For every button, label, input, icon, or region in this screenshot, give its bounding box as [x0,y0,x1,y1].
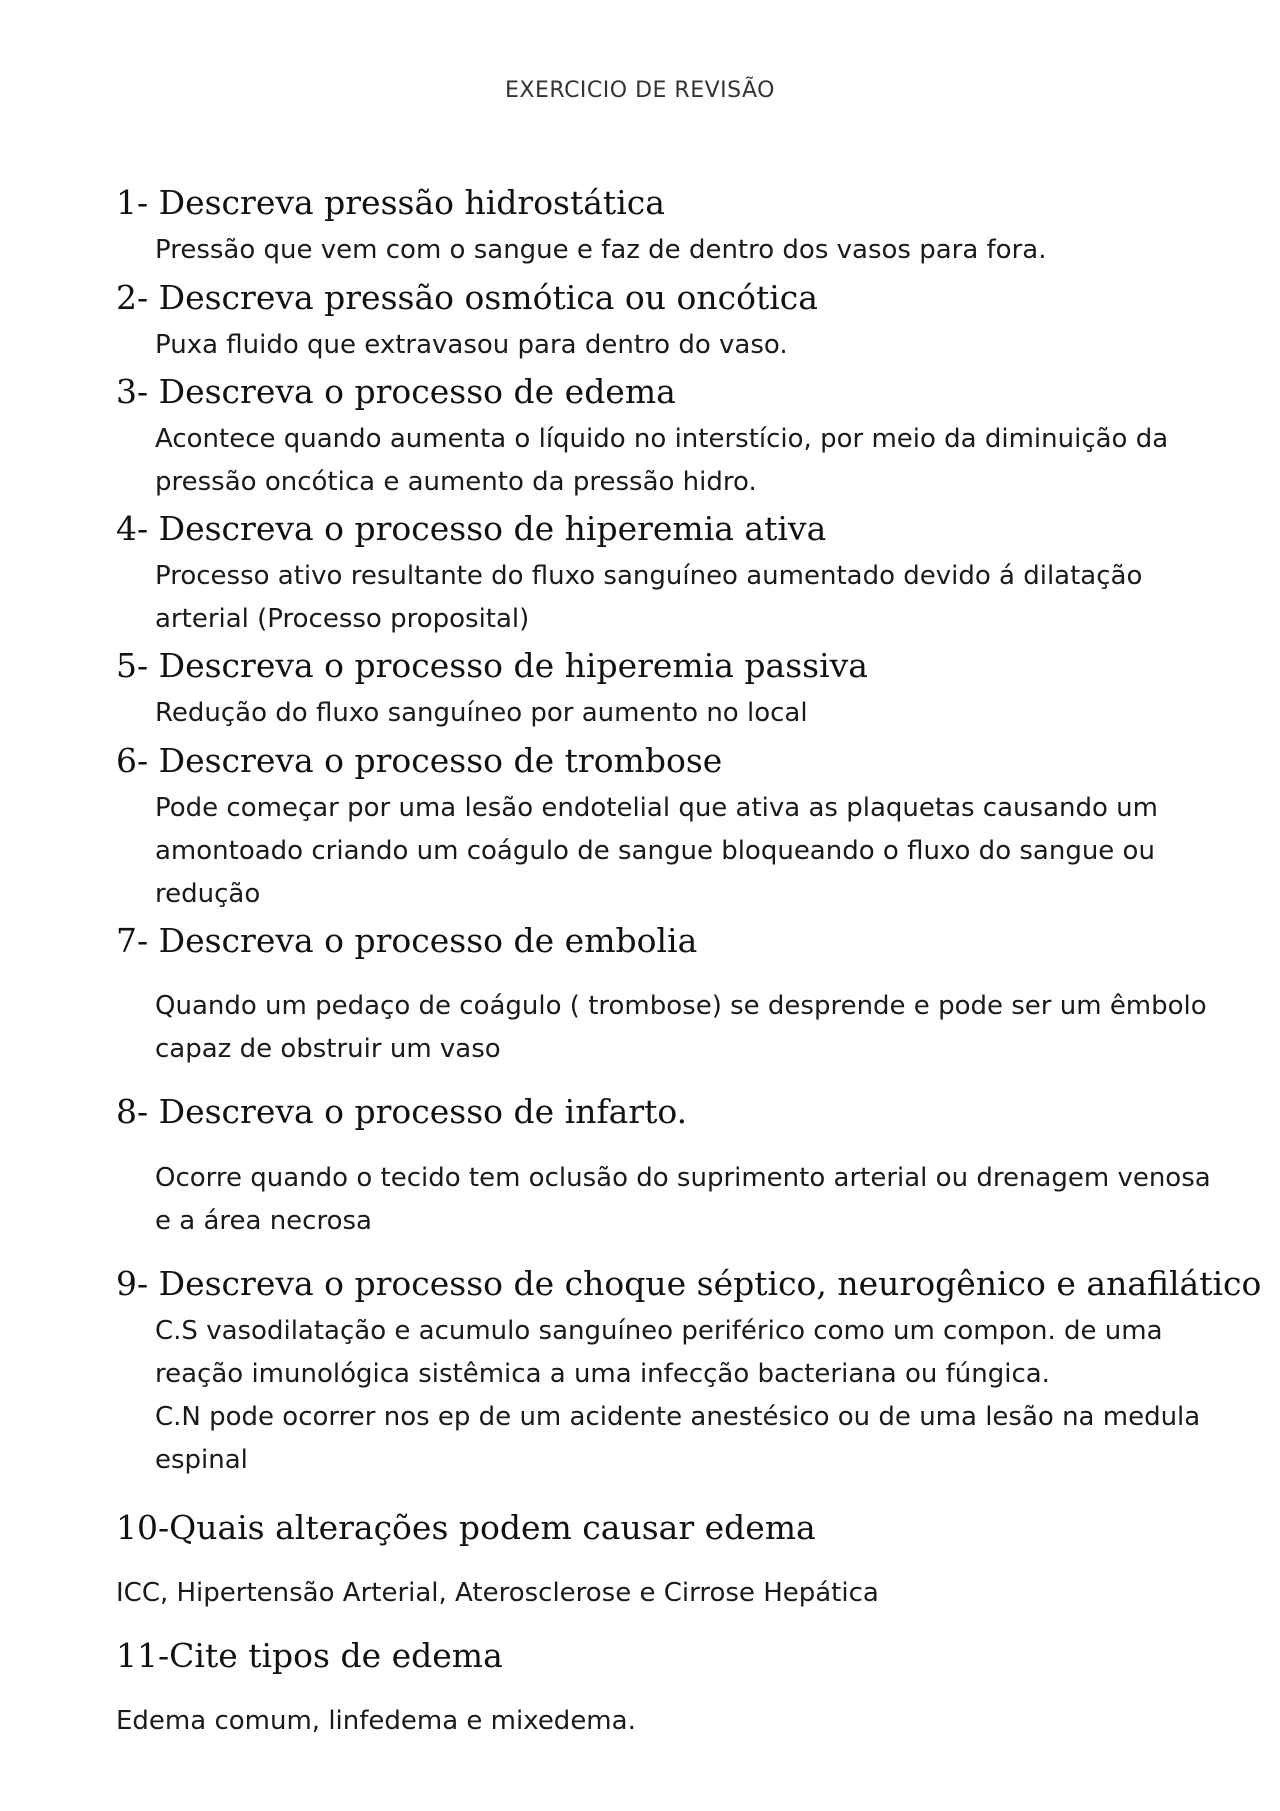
answer-6 [155,787,1200,916]
answer-line: C.N pode ocorrer nos ep de um acidente anestésico ou de uma lesão na medula [155,1402,1201,1432]
answer-8 [155,1157,1211,1243]
question-9: 9- Descreva o processo de choque séptico, neurogênico e anafilático [116,1264,1262,1303]
question-5: 5- Descreva o processo de hiperemia passiva [116,646,868,685]
answer-line: Acontece quando aumenta o líquido no interstício, por meio da diminuição da [155,424,1169,454]
question-11: 11-Cite tipos de edema [116,1636,503,1675]
answer-line: Redução do fluxo sanguíneo por aumento no local [155,698,808,728]
answer-line: Pode começar por uma lesão endotelial que ativa as plaquetas causando um [155,793,1158,823]
answer-line: capaz de obstruir um vaso [155,1034,501,1064]
answer-10 [116,1572,1161,1615]
answer-line: espinal [155,1445,248,1475]
question-8: 8- Descreva o processo de infarto. [116,1092,688,1131]
answer-line: Processo ativo resultante do fluxo sanguíneo aumentado devido á dilatação [155,561,1143,591]
question-7: 7- Descreva o processo de embolia [116,921,698,960]
answer-9 [155,1310,1200,1482]
answer-line: e a área necrosa [155,1206,372,1236]
answer-11 [116,1700,1161,1743]
page-title: EXERCICIO DE REVISÃO [505,78,775,103]
question-4: 4- Descreva o processo de hiperemia ativa [116,509,827,548]
answer-line: Pressão que vem com o sangue e faz de dentro dos vasos para fora. [155,235,1047,265]
answer-line: ICC, Hipertensão Arterial, Aterosclerose e Cirrose Hepática [116,1578,879,1608]
answer-line: C.S vasodilatação e acumulo sanguíneo periférico como um compon. de uma [155,1316,1163,1346]
answer-1 [155,229,1200,272]
question-1: 1- Descreva pressão hidrostática [116,183,665,222]
answer-2 [155,324,1200,367]
answer-line: Quando um pedaço de coágulo ( trombose) se desprende e pode ser um êmbolo [155,991,1207,1021]
question-10: 10-Quais alterações podem causar edema [116,1508,816,1547]
question-2: 2- Descreva pressão osmótica ou oncótica [116,278,818,317]
answer-line: Edema comum, linfedema e mixedema. [116,1706,636,1736]
answer-7 [155,985,1207,1071]
answer-line: reação imunológica sistêmica a uma infecção bacteriana ou fúngica. [155,1359,1050,1389]
answer-line: pressão oncótica e aumento da pressão hidro. [155,467,757,497]
answer-line: arterial (Processo proposital) [155,604,530,634]
answer-line: redução [155,879,261,909]
answer-line: amontoado criando um coágulo de sangue bloqueando o fluxo do sangue ou [155,836,1155,866]
answer-line: Ocorre quando o tecido tem oclusão do suprimento arterial ou drenagem venosa [155,1163,1211,1193]
question-6: 6- Descreva o processo de trombose [116,741,723,780]
answer-4 [155,555,1200,641]
answer-5 [155,692,1200,735]
answer-line: Puxa fluido que extravasou para dentro do vaso. [155,330,788,360]
question-3: 3- Descreva o processo de edema [116,372,676,411]
answer-3 [155,418,1200,504]
